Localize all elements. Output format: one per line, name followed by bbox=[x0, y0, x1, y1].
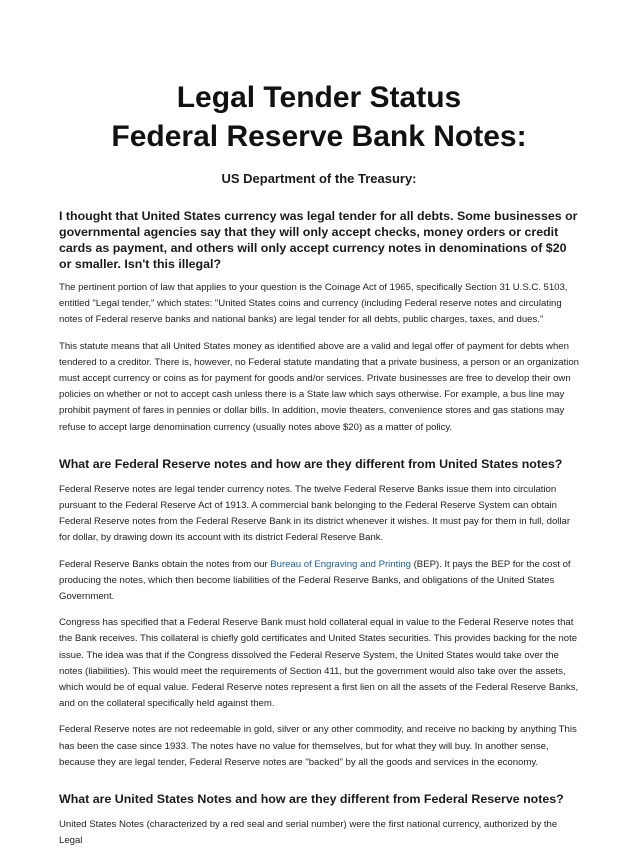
title-line-2: Federal Reserve Bank Notes: bbox=[111, 120, 527, 153]
section1-paragraph-4: Federal Reserve notes are not redeemable in gold, silver or any other commodity, and receive no backing by anything This has been the case since 1933. The notes have no value for themselves, but for what they will buy. In another sense, because they are legal tender, Federal Reserve notes are "backed" by all the goods and services in the economy. bbox=[59, 724, 577, 768]
section1-paragraph-2 bbox=[59, 557, 579, 606]
answer-paragraph-2: This statute means that all United States money as identified above are a valid and legal offer of payment for debts when tendered to a creditor. There is, however, no Federal statute mandating that a private business, a person or an organization must accept currency or coins as for payment for goods and/or services. Private businesses are free to develop their own policies on whether or not to accept cash unless there is a State law which says otherwise. For example, a bus line may prohibit payment of fares in pennies or dollar bills. In addition, movie theaters, convenience stores and gas stations may refuse to accept large denomination currency (usually notes above $20) as a matter of policy. bbox=[59, 340, 579, 433]
section1-p2-text-before: Federal Reserve Banks obtain the notes from our bbox=[59, 558, 271, 570]
answer-paragraph-1: The pertinent portion of law that applies to your question is the Coinage Act of 1965, specifically Section 31 U.S.C. 5103, entitled "Legal tender," which states: "United States coins and currency (including Federal reserve notes and circulating notes of Federal reserve banks and national banks) are legal tender for all debts, public charges, taxes, and dues." bbox=[59, 282, 568, 326]
subtitle: US Department of the Treasury: bbox=[221, 171, 417, 186]
bep-link[interactable]: Bureau of Engraving and Printing bbox=[270, 558, 411, 570]
title-line-1: Legal Tender Status bbox=[176, 81, 462, 114]
section1-p2-text-after: (BEP). It pays the BEP for the cost of producing the notes, which then become liabilities of the Federal Reserve Banks, and obligations of the United States Government. bbox=[59, 558, 571, 603]
section-heading-united-states-notes: What are United States Notes and how are they different from Federal Reserve notes? bbox=[59, 792, 564, 807]
section2-paragraph-1: United States Notes (characterized by a red seal and serial number) were the first national currency, authorized by the Legal bbox=[59, 819, 558, 847]
section1-paragraph-1: Federal Reserve notes are legal tender currency notes. The twelve Federal Reserve Banks issue them into circulation pursuant to the Federal Reserve Act of 1913. A commercial bank belonging to the Federal Reserve System can obtain Federal Reserve notes from the Federal Reserve Bank in its district whenever it wishes. It must pay for them in full, dollar for dollar, by drawing down its account with its district Federal Reserve Bank. bbox=[59, 483, 570, 544]
section-heading-federal-reserve-notes: What are Federal Reserve notes and how are they different from United States notes? bbox=[59, 456, 563, 471]
question-paragraph: I thought that United States currency was legal tender for all debts. Some businesses or governmental agencies say that they will only accept checks, money orders or credit cards as payment, and others will only accept currency notes in denominations of $20 or smaller. Isn't this illegal? bbox=[59, 209, 578, 271]
section1-paragraph-3: Congress has specified that a Federal Reserve Bank must hold collateral equal in value to the Federal Reserve notes that the Bank receives. This collateral is chiefly gold certificates and United States securities. This provides backing for the note issue. The idea was that if the Congress dissolved the Federal Reserve System, the United States would take over the notes (liabilities). This would meet the requirements of Section 411, but the government would also take over the assets, which would be of equal value. Federal Reserve notes represent a first lien on all the assets of the Federal Reserve Banks, and on the collateral specifically held against them. bbox=[59, 617, 579, 710]
